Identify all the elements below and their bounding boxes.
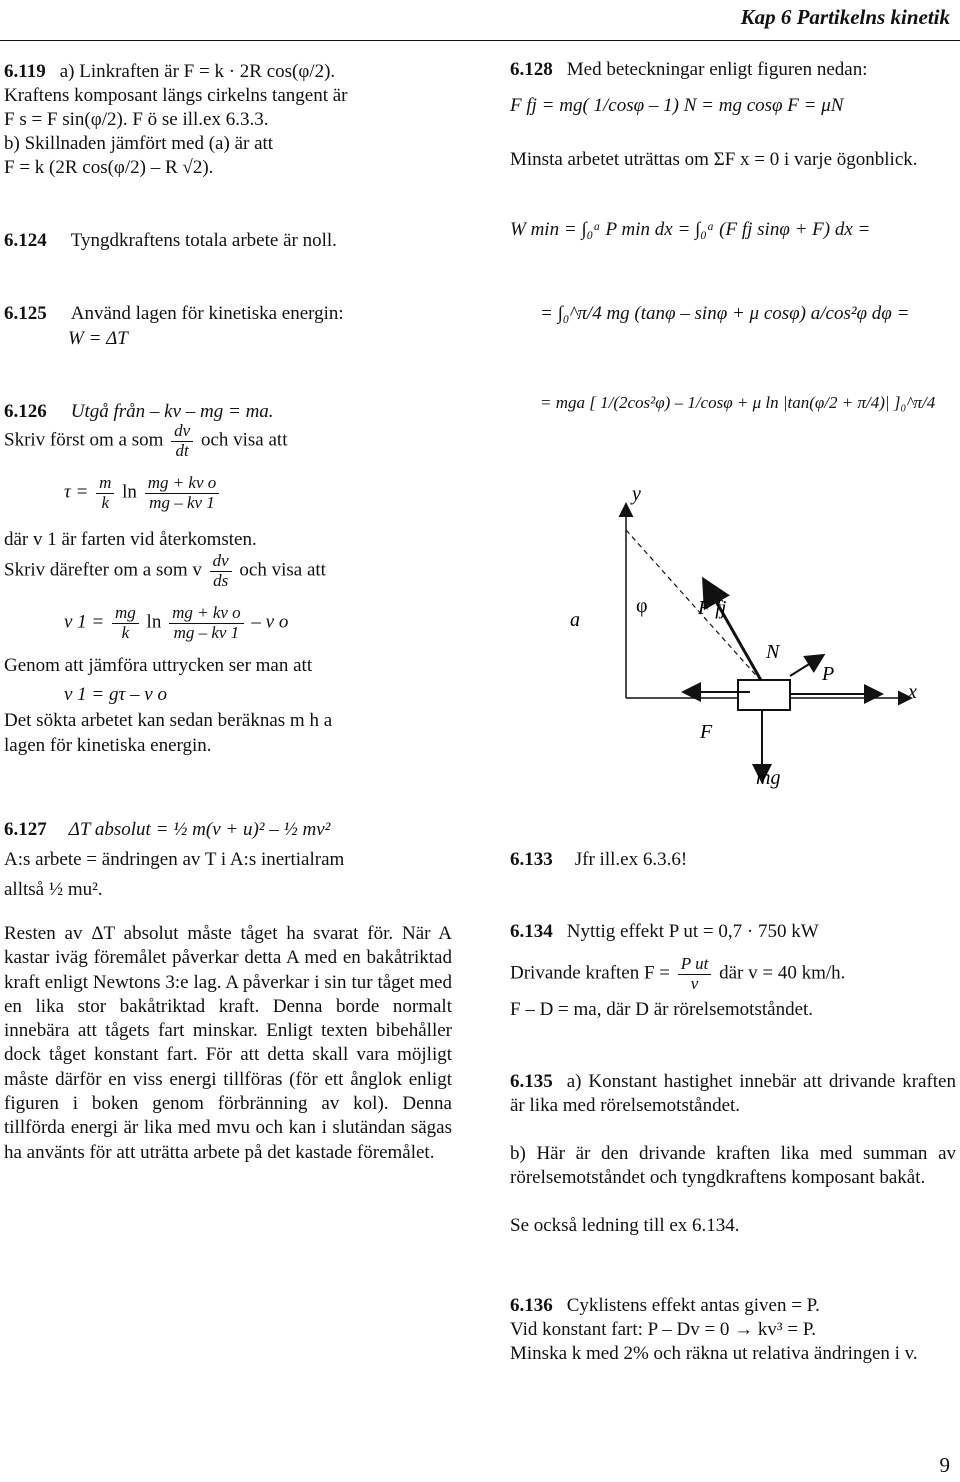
label-a: a xyxy=(570,609,580,631)
eq-tail: – v o xyxy=(251,611,289,633)
ex-6-133 xyxy=(510,848,687,872)
block xyxy=(738,680,790,710)
denominator: mg – kv 1 xyxy=(173,622,240,642)
equation: = ∫₀^π/4 mg (tanφ – sinφ + μ cosφ) a/cos²φ dφ = xyxy=(540,303,910,324)
ex-number: 6.124 xyxy=(4,230,47,251)
ex-number: 6.127 xyxy=(4,819,47,840)
fraction xyxy=(112,604,139,642)
label-f: F xyxy=(700,721,713,743)
text-line: Kraftens komposant längs cirkelns tangent är xyxy=(4,85,348,106)
ex-number: 6.128 xyxy=(510,59,553,80)
text-fragment: och visa att xyxy=(239,559,326,581)
text-line: Använd lagen för kinetiska energin: xyxy=(70,303,344,324)
eq-lhs: v 1 = xyxy=(64,611,105,633)
ex-6-134 xyxy=(510,920,819,944)
ex-number: 6.119 xyxy=(4,61,46,82)
text-line xyxy=(4,552,326,590)
label-x: x xyxy=(908,681,917,703)
text-line: där v 1 är farten vid återkomsten. xyxy=(4,529,257,550)
text-line xyxy=(510,955,845,993)
text-line: Jfr ill.ex 6.3.6! xyxy=(574,849,688,870)
ex-number: 6.136 xyxy=(510,1295,553,1316)
label-y: y xyxy=(632,483,641,505)
text-line: a) Konstant hastighet innebär att drivande kraften är lika med rörelsemotståndet. xyxy=(510,1071,956,1116)
text-fragment: Drivande kraften F = xyxy=(510,962,671,984)
numerator: mg + kv o xyxy=(169,604,244,624)
text-fragment: där v = 40 km/h. xyxy=(719,962,846,984)
text-line: Minska k med 2% och räkna ut relativa ändringen i v. xyxy=(510,1343,918,1364)
equation: ΔT absolut = ½ m(v + u)² – ½ mv² xyxy=(68,819,331,840)
ex-6-124 xyxy=(4,229,337,253)
text-fragment: Skriv därefter om a som v xyxy=(4,559,202,581)
text-line: Genom att jämföra uttrycken ser man att xyxy=(4,655,313,676)
ex-number: 6.126 xyxy=(4,401,47,422)
denominator: v xyxy=(690,973,699,993)
ex-6-125 xyxy=(4,302,344,326)
force-diagram xyxy=(540,470,940,800)
denominator: k xyxy=(101,492,110,512)
label-mg: mg xyxy=(756,767,781,789)
text-line: W = ΔT xyxy=(68,328,128,349)
text-line: b) Skillnaden jämfört med (a) är att xyxy=(4,133,274,154)
equation: = mga [ 1/(2cos²φ) – 1/cosφ + μ ln |tan(φ/2 + π/4)| ]₀^π/4 xyxy=(540,393,936,412)
ex-6-127 xyxy=(4,818,330,842)
equation: F fj = mg( 1/cosφ – 1) N = mg cosφ F = μN xyxy=(510,95,844,116)
ex-6-135 xyxy=(510,1070,956,1118)
ex-6-128 xyxy=(510,58,867,82)
ex-6-136 xyxy=(510,1294,820,1318)
ex-number: 6.133 xyxy=(510,849,553,870)
label-ffj: F fj xyxy=(698,597,727,619)
page-number: 9 xyxy=(939,1453,950,1477)
label-p: P xyxy=(822,663,835,685)
denominator: ds xyxy=(213,570,229,590)
numerator: dv xyxy=(210,552,232,572)
label-n: N xyxy=(766,641,780,663)
n-arrow xyxy=(790,656,822,676)
text-fragment: Skriv först om a som xyxy=(4,429,164,451)
equation: W min = ∫₀ᵃ P min dx = ∫₀ᵃ (F fj sinφ + F) dx = xyxy=(510,219,871,240)
text-line: A:s arbete = ändringen av T i A:s inertialram xyxy=(4,849,345,870)
text-line: Minsta arbetet uträttas om ΣF x = 0 i varje ögonblick. xyxy=(510,149,918,170)
ln: ln xyxy=(146,611,162,633)
ex-number: 6.125 xyxy=(4,303,47,324)
text-line: F = k (2R cos(φ/2) – R √2). xyxy=(4,157,214,178)
text-line: Tyngdkraftens totala arbete är noll. xyxy=(70,230,337,251)
text-line: Cyklistens effekt antas given = P. xyxy=(566,1295,820,1316)
denominator: mg – kv 1 xyxy=(149,492,215,512)
ex-6-126 xyxy=(4,400,274,424)
fraction xyxy=(678,955,712,993)
text-line: Det sökta arbetet kan sedan beräknas m h a xyxy=(4,710,333,731)
denominator: dt xyxy=(175,440,189,460)
equation-v1 xyxy=(64,604,288,642)
text-line: Se också ledning till ex 6.134. xyxy=(510,1215,740,1236)
numerator: mg xyxy=(112,604,139,624)
denominator: k xyxy=(121,622,130,642)
text-line: b) Här är den drivande kraften lika med summan av rörelsemotståndet och tyngdkraftens komposant bakåt. xyxy=(510,1143,956,1188)
fraction xyxy=(171,422,193,460)
text-line: Utgå från – kv – mg = ma. xyxy=(70,401,274,422)
ex-number: 6.134 xyxy=(510,921,553,942)
fraction xyxy=(210,552,232,590)
paragraph: Resten av ΔT absolut måste tåget ha svarat för. När A kastar iväg föremålet påverkar detta A med en bakåtriktad kraft enligt Newtons 3:e lag. A påverkar i sin tur tåget med en lika stor bakåtriktad kraft. Denna borde normalt innebära att tågets fart minskar. Enligt texten bibehåller dock tåget konstant fart. För att detta skall vara möjligt måste därför en viss energi tillföras (för ett ånglok enligt figuren i boken genom förbränning av kol). Denna tillförda energi är lika med mvu och kan i slutändan sägas ha använts för att uträtta arbete på det kastade föremålet. xyxy=(4,923,452,1163)
numerator: dv xyxy=(171,422,193,442)
text-line: Med beteckningar enligt figuren nedan: xyxy=(566,59,868,80)
numerator: P ut xyxy=(678,955,712,975)
equation-tau xyxy=(64,474,222,512)
numerator: m xyxy=(96,474,114,494)
text-line: a) Linkraften är F = k · 2R cos(φ/2). xyxy=(59,61,336,82)
eq-lhs: τ = xyxy=(64,481,89,503)
ex-6-119-line1 xyxy=(4,60,335,84)
chapter-header: Kap 6 Partikelns kinetik xyxy=(740,5,950,29)
ln: ln xyxy=(122,481,137,503)
text-line xyxy=(4,422,287,460)
fraction xyxy=(96,474,114,512)
text-line: F – D = ma, där D är rörelsemotståndet. xyxy=(510,999,814,1020)
text-line: alltså ½ mu². xyxy=(4,879,103,900)
numerator: mg + kv o xyxy=(145,474,220,494)
text-line: Nyttig effekt P ut = 0,7 · 750 kW xyxy=(566,921,819,942)
text-line: Vid konstant fart: P – Dv = 0 → kv³ = P. xyxy=(510,1319,817,1340)
label-phi: φ xyxy=(636,595,648,617)
header-rule xyxy=(0,40,960,41)
fraction xyxy=(169,604,244,642)
fraction xyxy=(145,474,220,512)
text-fragment: och visa att xyxy=(200,429,288,451)
text-line: v 1 = gτ – v o xyxy=(64,684,167,705)
ex-number: 6.135 xyxy=(510,1071,553,1092)
text-line: F s = F sin(φ/2). F ö se ill.ex 6.3.3. xyxy=(4,109,269,130)
text-line: lagen för kinetiska energin. xyxy=(4,735,212,756)
